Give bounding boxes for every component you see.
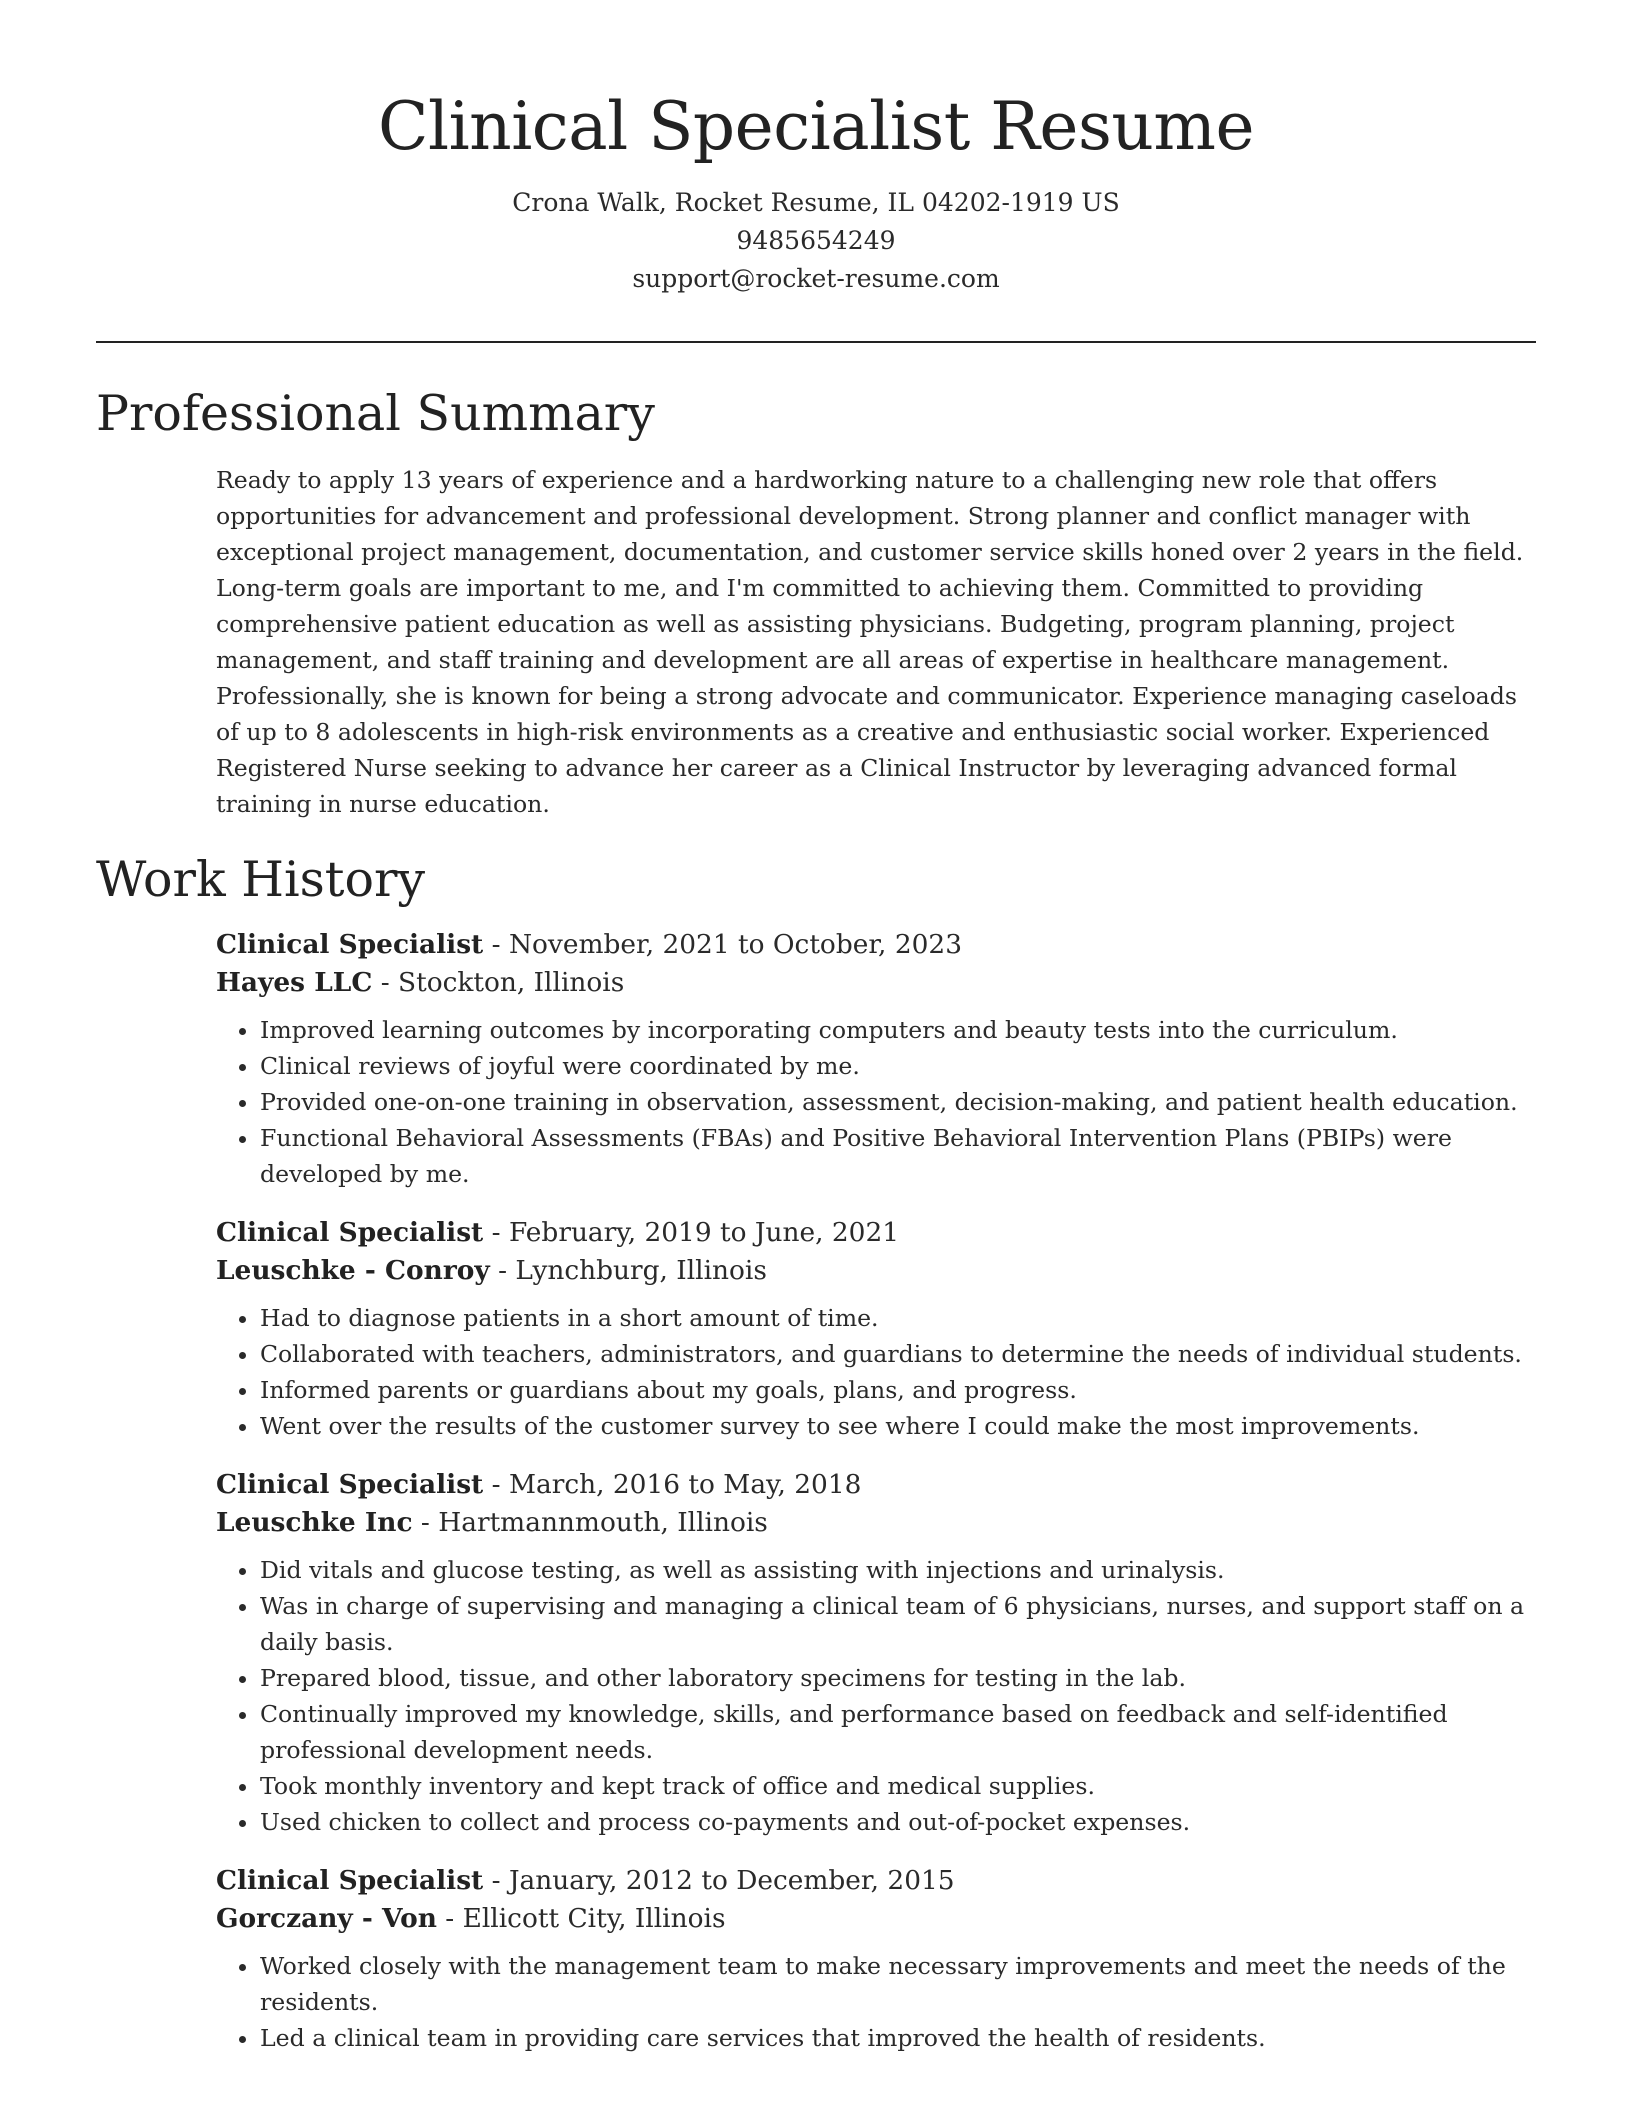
- job-dates: - January, 2012 to December, 2015: [483, 1865, 955, 1896]
- summary-text: Ready to apply 13 years of experience and a hardworking nature to a challenging new role that offers opportunities for advancement and professional development. Strong planner and conflict manager with exceptional project management, documentation, and customer service skills honed over 2 years in the field. Long-term goals are important to me, and I'm committed to achieving them. Committed to providing comprehensive patient education as well as assisting physicians. Budgeting, program planning, project management, and staff training and development are all areas of expertise in healthcare management. Professionally, she is known for being a strong advocate and communicator. Experience managing caseloads of up to 8 adolescents in high-risk environments as a creative and enthusiastic social worker. Experienced Registered Nurse seeking to advance her career as a Clinical Instructor by leveraging advanced formal training in nurse education.: [216, 466, 1524, 818]
- page-title: Clinical Specialist Resume: [377, 88, 1255, 165]
- job-location: - Hartmannmouth, Illinois: [412, 1507, 768, 1538]
- job-bullet: • Led a clinical team in providing care services that improved the health of residents.: [260, 2020, 1536, 2056]
- job-bullet: • Functional Behavioral Assessments (FBAs) and Positive Behavioral Intervention Plans (PBIPs) were developed by me.: [260, 1120, 1536, 1192]
- job-bullet: • Clinical reviews of joyful were coordinated by me.: [260, 1048, 1536, 1084]
- address-text: Crona Walk, Rocket Resume, IL 04202-1919 US: [512, 188, 1120, 217]
- job-dates: - March, 2016 to May, 2018: [483, 1469, 862, 1500]
- job-bullet: • Worked closely with the management team to make necessary improvements and meet the needs of the residents.: [260, 1948, 1536, 2020]
- job-bullet: • Did vitals and glucose testing, as well as assisting with injections and urinalysis.: [260, 1552, 1536, 1588]
- job-title-line: [216, 1466, 1536, 1504]
- job-bullet: • Used chicken to collect and process co-payments and out-of-pocket expenses.: [260, 1804, 1536, 1840]
- job-bullets: [216, 1552, 1536, 1840]
- job-company-line: [216, 1900, 1536, 1938]
- job-company-line: [216, 1504, 1536, 1542]
- job-location: - Ellicott City, Illinois: [436, 1903, 726, 1934]
- email-text: support@rocket-resume.com: [632, 264, 1000, 293]
- job-entry: [216, 1862, 1536, 2056]
- resume-header: [0, 0, 1632, 298]
- job-bullet: • Prepared blood, tissue, and other laboratory specimens for testing in the lab.: [260, 1660, 1536, 1696]
- job-entry: [216, 926, 1536, 1192]
- job-company-line: [216, 1252, 1536, 1290]
- job-title-line: [216, 1862, 1536, 1900]
- job-bullets: [216, 1300, 1536, 1444]
- job-company: Leuschke - Conroy: [216, 1255, 490, 1286]
- work-history-list: [216, 926, 1536, 2078]
- job-title: Clinical Specialist: [216, 1469, 484, 1500]
- job-bullet: • Provided one-on-one training in observation, assessment, decision-making, and patient health education.: [260, 1084, 1536, 1120]
- job-location: - Lynchburg, Illinois: [489, 1255, 767, 1286]
- job-bullet: • Improved learning outcomes by incorporating computers and beauty tests into the curriculum.: [260, 1012, 1536, 1048]
- job-entry: [216, 1466, 1536, 1840]
- job-bullet: • Informed parents or guardians about my goals, plans, and progress.: [260, 1372, 1536, 1408]
- job-bullets: [216, 1012, 1536, 1192]
- job-company: Hayes LLC: [216, 967, 373, 998]
- job-bullet: • Continually improved my knowledge, skills, and performance based on feedback and self-identified professional development needs.: [260, 1696, 1536, 1768]
- job-company-line: [216, 964, 1536, 1002]
- job-title: Clinical Specialist: [216, 1865, 484, 1896]
- job-bullet: • Collaborated with teachers, administrators, and guardians to determine the needs of individual students.: [260, 1336, 1536, 1372]
- job-title: Clinical Specialist: [216, 929, 484, 960]
- job-bullets: [216, 1948, 1536, 2056]
- job-bullet: • Was in charge of supervising and managing a clinical team of 6 physicians, nurses, and support staff on a daily basis.: [260, 1588, 1536, 1660]
- job-location: - Stockton, Illinois: [372, 967, 625, 998]
- job-bullet: • Went over the results of the customer survey to see where I could make the most improvements.: [260, 1408, 1536, 1444]
- job-title-line: [216, 1214, 1536, 1252]
- job-bullet: • Had to diagnose patients in a short amount of time.: [260, 1300, 1536, 1336]
- job-title: Clinical Specialist: [216, 1217, 484, 1248]
- header-divider: [96, 341, 1536, 343]
- summary-heading: Professional Summary: [96, 385, 655, 442]
- job-title-line: [216, 926, 1536, 964]
- contact-info: [0, 184, 1632, 298]
- job-dates: - February, 2019 to June, 2021: [483, 1217, 900, 1248]
- job-company: Gorczany - Von: [216, 1903, 437, 1934]
- job-bullet: • Took monthly inventory and kept track of office and medical supplies.: [260, 1768, 1536, 1804]
- phone-text: 9485654249: [736, 226, 896, 255]
- job-dates: - November, 2021 to October, 2023: [483, 929, 962, 960]
- job-entry: [216, 1214, 1536, 1444]
- work-history-heading: Work History: [96, 851, 426, 908]
- job-company: Leuschke Inc: [216, 1507, 413, 1538]
